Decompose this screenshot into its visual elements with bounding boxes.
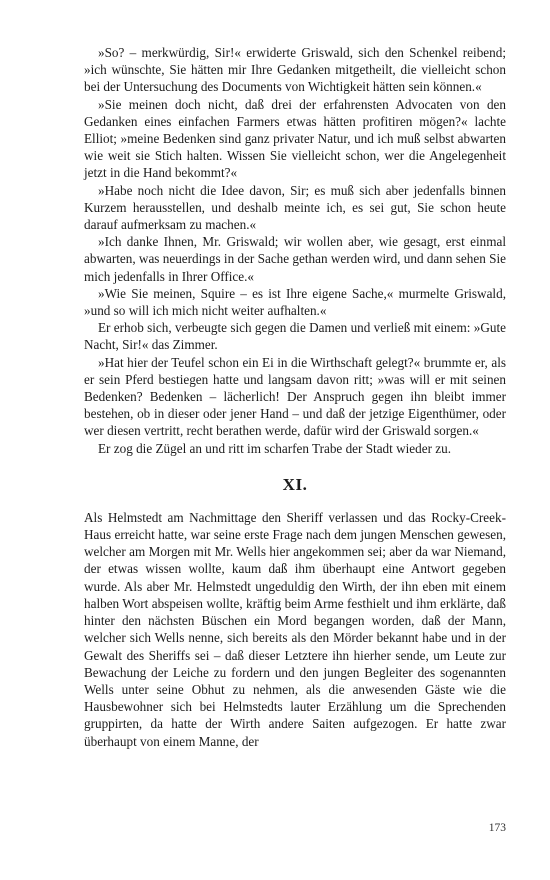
chapter-paragraph: Als Helmstedt am Nachmittage den Sheriff verlassen und das Rocky-Creek-Haus erreicht hatte, war seine erste Frage nach dem jungen Menschen gewesen, welcher am Morgen mit Mr. Wells hier angekommen sei; aber da war Niemand, der etwas wissen wollte, kaum daß ihm überhaupt eine Antwort gegeben wurde. Als aber Mr. Helmstedt ungeduldig den Wirth, der ihn eben mit einem halben Wort abspeisen wollte, kräftig beim Arme festhielt und ihm erklärte, daß hinter den nächsten Büschen ein Mord begangen worden, daß der Mann, welcher sich Wells nenne, sich bereits als den Mörder bekannt habe und in der Gewalt des Sheriffs sei – daß dieser Letztere ihn hierher sende, um Leute zur Bewachung der Leiche zu fordern und den jungen Begleiter des sogenannten Wells unter seine Obhut zu nehmen, als die anwesenden Gäste wie die Hausbewohner sich bei Helmstedts lauter Erzählung um die Sprechenden gruppirten, da hatte der Wirth andere Saiten aufgezogen. Er hatte zwar überhaupt von einem Manne, der bbox=[84, 509, 506, 749]
paragraph: »Habe noch nicht die Idee davon, Sir; es muß sich aber jedenfalls binnen Kurzem herausstellen, und deshalb meinte ich, es sei gut, Sie schon heute darauf aufmerksam zu machen.« bbox=[84, 182, 506, 233]
paragraph: »Wie Sie meinen, Squire – es ist Ihre eigene Sache,« murmelte Griswald, »und so will ich mich nicht weiter aufhalten.« bbox=[84, 285, 506, 319]
paragraph: Er erhob sich, verbeugte sich gegen die Damen und verließ mit einem: »Gute Nacht, Sir!« das Zimmer. bbox=[84, 320, 506, 353]
page-body bbox=[84, 44, 506, 750]
paragraph: »So? – merkwürdig, Sir!« erwiderte Griswald, sich den Schenkel reibend; »ich wünschte, Sie hätten mir Ihre Gedanken mitgetheilt, die vielleicht schon bei der Untersuchung des Documents von Wichtigkeit hätten sein können.« bbox=[84, 45, 506, 95]
page-number: 173 bbox=[488, 822, 506, 834]
paragraph: »Sie meinen doch nicht, daß drei der erfahrensten Advocaten von den Gedanken eines einfachen Farmers etwas hätten profitiren mögen?« lachte Elliot; »meine Bedenken sind ganz privater Natur, und ich muß selbst abwarten wie weit sie Stich halten. Wissen Sie vielleicht schon, wer die Angelegenheit jetzt in die Hand bekommt?« bbox=[84, 96, 506, 181]
paragraph: Er zog die Zügel an und ritt im scharfen Trabe der Stadt wieder zu. bbox=[98, 440, 452, 456]
chapter-heading: XI. bbox=[282, 474, 308, 494]
paragraph: »Ich danke Ihnen, Mr. Griswald; wir wollen aber, wie gesagt, erst einmal abwarten, was neuerdings in der Sache gethan werden wird, und dann sehen Sie mich jedenfalls in Ihrer Office.« bbox=[84, 234, 506, 284]
paragraph: »Hat hier der Teufel schon ein Ei in die Wirthschaft gelegt?« brummte er, als er sein Pferd bestiegen hatte und langsam davon ritt; »was will er mit seinen Bedenken? Bedenken – lächerlich! Der Anspruch gegen ihn bleibt immer bestehen, ob in dieser oder jener Hand – und daß der jetzige Eigenthümer, oder wer diesen vertritt, recht berathen werde, dafür wird der Griswald sorgen.« bbox=[84, 354, 506, 439]
